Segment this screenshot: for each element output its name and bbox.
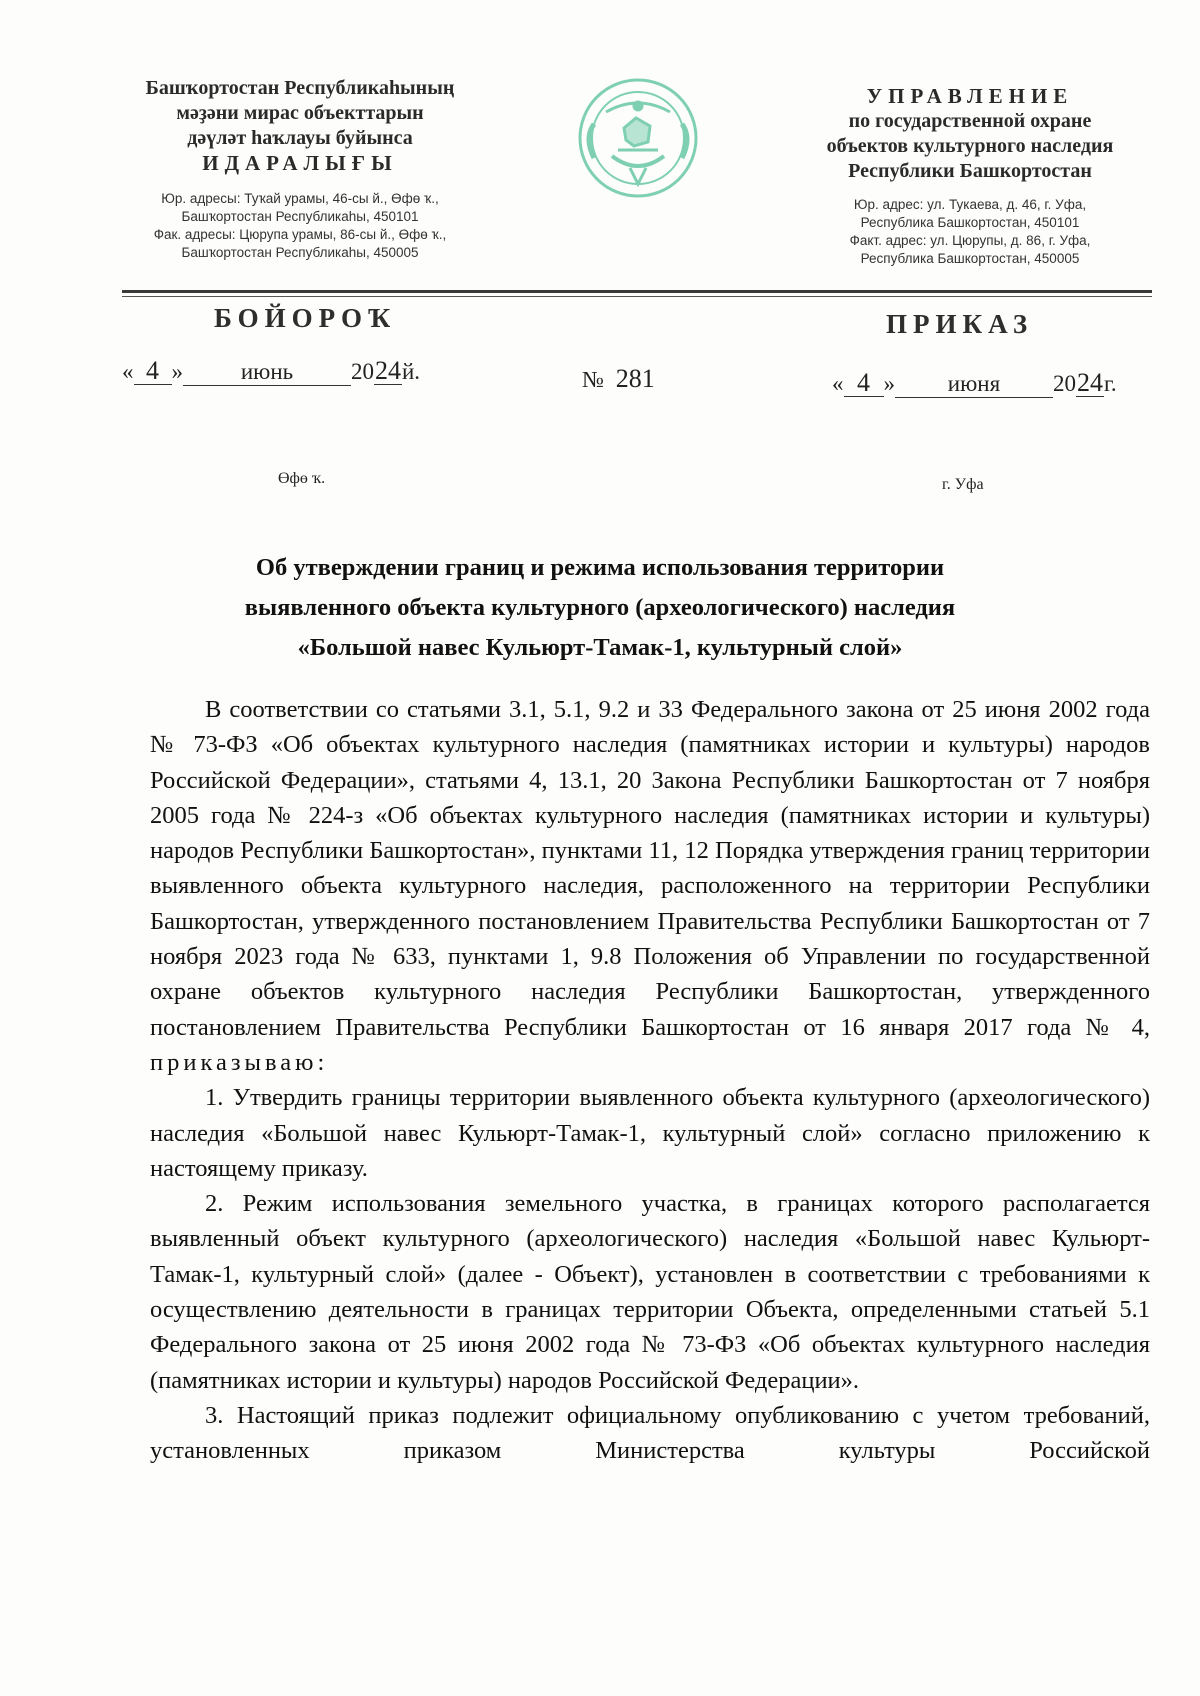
- title-line: выявленного объекта культурного (археологического) наследия: [244, 594, 956, 621]
- doc-type-bashkir: БОЙОРОҠ: [214, 303, 397, 333]
- intro-text: В соответствии со статьями 3.1, 5.1, 9.2 и 33 Федерального закона от 25 июня 2002 года № 73-ФЗ «Об объектах культурного наследия (памятниках истории и культуры) народов Российской Федерации», статьями 4, 13.1, 20 Закона Республики Башкортостан от 7 ноября 2005 года № 224-з «Об объектах культурного наследия (памятниках истории и культуры) народов Республики Башкортостан», пунктами 11, 12 Порядка утверждения границ территории выявленного объекта культурного наследия, расположенного на территории Республики Башкортостан, утвержденного постановлением Правительства Республики Башкортостан от 7 ноября 2023 года № 633, пунктами 1, 9.8 Положения об Управлении по государственной охране объектов культурного наследия Республики Башкортостан, утвержденного постановлением Правительства Республики Башкортостан от 16 января 2017 года № 4,: [150, 696, 1150, 1041]
- title-line: «Большой навес Кульюрт-Тамак-1, культурный слой»: [297, 634, 903, 661]
- header-divider-thick: [122, 290, 1152, 293]
- date-year-prefix: 20: [351, 359, 374, 384]
- address-line: Фак. адресы: Цюрупа урамы, 86-сы й., Өфө ҡ.,: [153, 227, 447, 242]
- address-line: Башҡортостан Республикаһы, 450101: [181, 209, 419, 224]
- number-value: 281: [615, 364, 655, 393]
- city-russian: г. Уфа: [942, 476, 984, 493]
- document-body: [150, 692, 1150, 1469]
- quote-open: «: [122, 359, 134, 384]
- document-number: [582, 364, 655, 394]
- date-right: [832, 370, 1117, 398]
- address-line: Республика Башкортостан, 450005: [860, 251, 1080, 266]
- quote-close: »: [883, 371, 895, 396]
- date-day: 4: [844, 370, 884, 397]
- header-right-russian: [780, 84, 1160, 268]
- org-address: [120, 190, 480, 262]
- date-year-prefix: 20: [1053, 371, 1076, 396]
- doc-type-russian: ПРИКАЗ: [886, 309, 1034, 339]
- address-line: Юр. адресы: Туҡай урамы, 46-сы й., Өфө ҡ.,: [161, 191, 439, 206]
- body-paragraph-1: 1. Утвердить границы территории выявленного объекта культурного (археологического) наследия «Большой навес Кульюрт-Тамак-1, культурный слой» согласно приложению к настоящему приказу.: [150, 1084, 1150, 1182]
- document-title: [150, 548, 1050, 668]
- org-name-line: Республики Башкортостан: [848, 160, 1092, 182]
- header-divider-thin: [122, 296, 1152, 297]
- body-paragraph-3: 3. Настоящий приказ подлежит официальному опубликованию с учетом требований, установленных приказом Министерства культуры Российской: [150, 1401, 1150, 1465]
- number-label: №: [582, 367, 604, 392]
- city-bashkir: Өфө ҡ.: [278, 470, 326, 487]
- org-name-line: УПРАВЛЕНИЕ: [866, 84, 1074, 108]
- org-address: [780, 196, 1160, 268]
- date-year-suffix: 24: [1077, 368, 1103, 397]
- body-paragraph-2: 2. Режим использования земельного участка, в границах которого располагается выявленный объект культурного (археологического) наследия «Большой навес Кульюрт-Тамак-1, культурный слой» (далее - Объект), установлен в соответствии с требованиями к осуществлению деятельности в границах территории Объекта, определенными статьей 5.1 Федерального закона от 25 июня 2002 года № 73-ФЗ «Об объектах культурного наследия (памятниках истории и культуры) народов Российской Федерации».: [150, 1190, 1150, 1394]
- coat-of-arms-emblem: [572, 72, 704, 204]
- order-keyword: приказываю:: [150, 1048, 329, 1076]
- date-suffix: й.: [402, 359, 421, 384]
- address-line: Факт. адрес: ул. Цюрупы, д. 86, г. Уфа,: [849, 233, 1091, 248]
- quote-open: «: [832, 371, 844, 396]
- body-intro-paragraph: [150, 692, 1150, 1080]
- address-line: Юр. адрес: ул. Тукаева, д. 46, г. Уфа,: [853, 197, 1087, 212]
- org-name-line: объектов культурного наследия: [826, 135, 1114, 157]
- date-left: [122, 358, 420, 386]
- org-name-line: дәүләт һаҡлауы буйынса: [187, 127, 413, 149]
- org-name-line: ИДАРАЛЫҒЫ: [202, 151, 398, 175]
- date-year-suffix: 24: [375, 356, 401, 385]
- address-line: Башҡортостан Республикаһы, 450005: [181, 245, 419, 260]
- org-name-line: Башҡортостан Республикаһының: [145, 77, 455, 99]
- org-name-line: мәҙәни мирас объекттарын: [176, 102, 424, 124]
- date-day: 4: [134, 358, 172, 385]
- header-left-bashkir: [120, 76, 480, 262]
- date-suffix: г.: [1104, 371, 1117, 396]
- emblem-icon: [572, 72, 704, 204]
- address-line: Республика Башкортостан, 450101: [860, 215, 1080, 230]
- date-month: июня: [895, 371, 1053, 398]
- title-line: Об утверждении границ и режима использования территории: [255, 554, 945, 581]
- org-name-line: по государственной охране: [848, 110, 1092, 132]
- quote-close: »: [171, 359, 183, 384]
- date-month: июнь: [183, 359, 351, 386]
